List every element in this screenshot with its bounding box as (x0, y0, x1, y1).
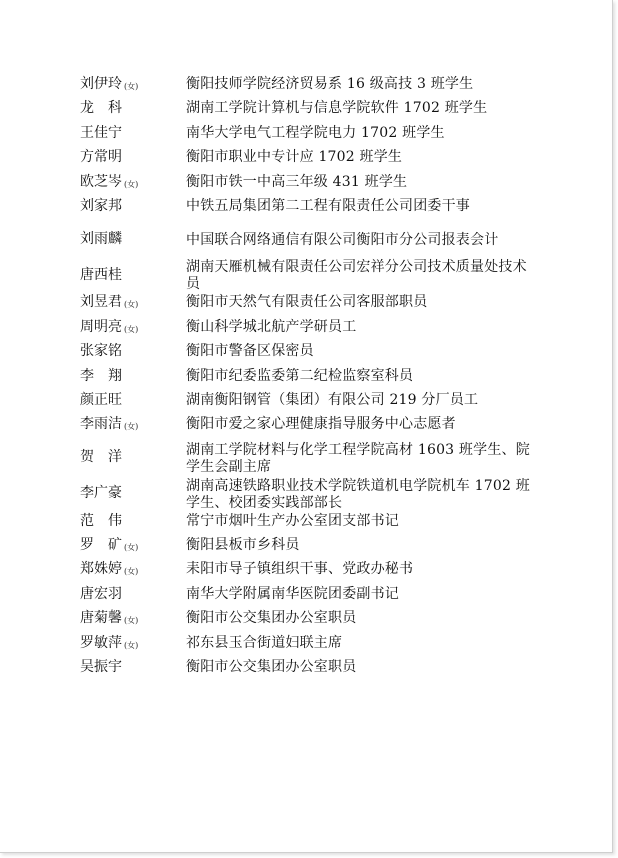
person-description: 常宁市烟叶生产办公室团支部书记 (186, 512, 399, 529)
person-name-cell (80, 659, 186, 678)
list-item (80, 258, 540, 294)
list-item (80, 477, 540, 513)
list-item (80, 537, 540, 561)
person-description: 祁东县玉合街道妇联主席 (186, 634, 343, 651)
list-item (80, 561, 540, 585)
list-item (80, 635, 540, 659)
list-item (80, 441, 540, 477)
female-mark: (女) (124, 179, 139, 189)
person-name-cell (80, 416, 186, 435)
person-name-cell (80, 343, 186, 362)
list-item (80, 392, 540, 416)
female-mark: (女) (124, 543, 139, 553)
list-item (80, 294, 540, 318)
person-name-cell (80, 561, 186, 580)
person-description: 衡阳市纪委监委第二纪检监察室科员 (186, 367, 414, 384)
person-description: 衡阳县板市乡科员 (186, 537, 300, 554)
person-name-cell (80, 294, 186, 313)
person-description: 衡阳市爱之家心理健康指导服务中心志愿者 (186, 416, 456, 433)
list-item (80, 343, 540, 367)
person-name-cell (80, 231, 186, 250)
person-name: 唐宏羽 (80, 585, 122, 602)
list-item (80, 222, 540, 258)
female-mark: (女) (124, 616, 139, 626)
person-name-cell (80, 449, 186, 468)
person-name: 李广豪 (80, 485, 122, 502)
list-item (80, 198, 540, 222)
person-name-cell (80, 537, 186, 556)
person-description: 中铁五局集团第二工程有限责任公司团委干事 (186, 197, 470, 214)
person-name: 李 翔 (80, 367, 122, 384)
person-description: 湖南工学院计算机与信息学院软件 1702 班学生 (186, 100, 488, 117)
list-item (80, 125, 540, 149)
person-name: 颜正旺 (80, 391, 122, 408)
roster-list (80, 76, 540, 683)
person-name: 李雨洁 (80, 416, 122, 433)
person-name: 唐菊馨 (80, 610, 122, 627)
person-description: 湖南天雁机械有限责任公司宏祥分公司技术质量处技术员 (186, 259, 527, 293)
person-description: 衡阳市公交集团办公室职员 (186, 659, 357, 676)
list-item (80, 610, 540, 634)
person-name-cell (80, 149, 186, 168)
person-name: 刘雨麟 (80, 230, 122, 247)
person-name: 刘昱君 (80, 294, 122, 311)
person-description: 耒阳市导子镇组织干事、党政办秘书 (186, 561, 414, 578)
female-mark: (女) (124, 300, 139, 310)
person-name: 罗 矿 (80, 537, 122, 554)
person-name-cell (80, 125, 186, 144)
list-item (80, 659, 540, 683)
person-name-cell (80, 485, 186, 504)
person-name-cell (80, 319, 186, 338)
person-description: 衡山科学城北航产学研员工 (186, 318, 357, 335)
female-mark: (女) (124, 640, 139, 650)
person-name: 周明亮 (80, 318, 122, 335)
person-description: 中国联合网络通信有限公司衡阳市分公司报表会计 (186, 231, 499, 248)
person-description: 衡阳市职业中专计应 1702 班学生 (186, 149, 403, 166)
person-name: 罗敏萍 (80, 634, 122, 651)
person-name: 范 伟 (80, 512, 122, 529)
female-mark: (女) (124, 567, 139, 577)
person-description: 衡阳技师学院经济贸易系 16 级高技 3 班学生 (186, 76, 474, 92)
person-name-cell (80, 198, 186, 217)
person-name: 郑姝婷 (80, 561, 122, 578)
person-description: 湖南工学院材料与化学工程学院高材 1603 班学生、院学生会副主席 (186, 441, 530, 475)
person-name: 龙 科 (80, 100, 122, 117)
list-item (80, 368, 540, 392)
person-description: 湖南高速铁路职业技术学院铁道机电学院机车 1702 班学生、校团委实践部部长 (186, 477, 530, 511)
person-name-cell (80, 635, 186, 654)
person-name-cell (80, 368, 186, 387)
list-item (80, 513, 540, 537)
person-name-cell (80, 586, 186, 605)
person-description: 南华大学电气工程学院电力 1702 班学生 (186, 124, 445, 141)
person-name-cell (80, 610, 186, 629)
list-item (80, 100, 540, 124)
person-name-cell (80, 174, 186, 193)
person-name-cell (80, 76, 186, 95)
person-description: 湖南衡阳钢管（集团）有限公司 219 分厂员工 (186, 391, 479, 408)
person-description: 南华大学附属南华医院团委副书记 (186, 585, 399, 602)
person-name: 贺 洋 (80, 449, 122, 466)
list-item (80, 586, 540, 610)
list-item (80, 76, 540, 100)
person-name: 刘伊玲 (80, 76, 122, 92)
female-mark: (女) (124, 422, 139, 432)
person-name-cell (80, 513, 186, 532)
person-description: 衡阳市铁一中高三年级 431 班学生 (186, 173, 408, 190)
person-name: 唐西桂 (80, 266, 122, 283)
person-description: 衡阳市公交集团办公室职员 (186, 610, 357, 627)
female-mark: (女) (124, 82, 139, 91)
person-name: 方常明 (80, 149, 122, 166)
female-mark: (女) (124, 324, 139, 334)
list-item (80, 174, 540, 198)
person-name: 张家铭 (80, 343, 122, 360)
person-name: 吴振宇 (80, 659, 122, 676)
person-name-cell (80, 100, 186, 119)
person-description: 衡阳市警备区保密员 (186, 343, 314, 360)
person-name: 王佳宁 (80, 124, 122, 141)
person-description: 衡阳市天然气有限责任公司客服部职员 (186, 294, 428, 311)
person-name-cell (80, 267, 186, 286)
list-item (80, 149, 540, 173)
person-name: 刘家邦 (80, 197, 122, 214)
list-item (80, 416, 540, 440)
person-name: 欧芝岑 (80, 173, 122, 190)
list-item (80, 319, 540, 343)
person-name-cell (80, 392, 186, 411)
